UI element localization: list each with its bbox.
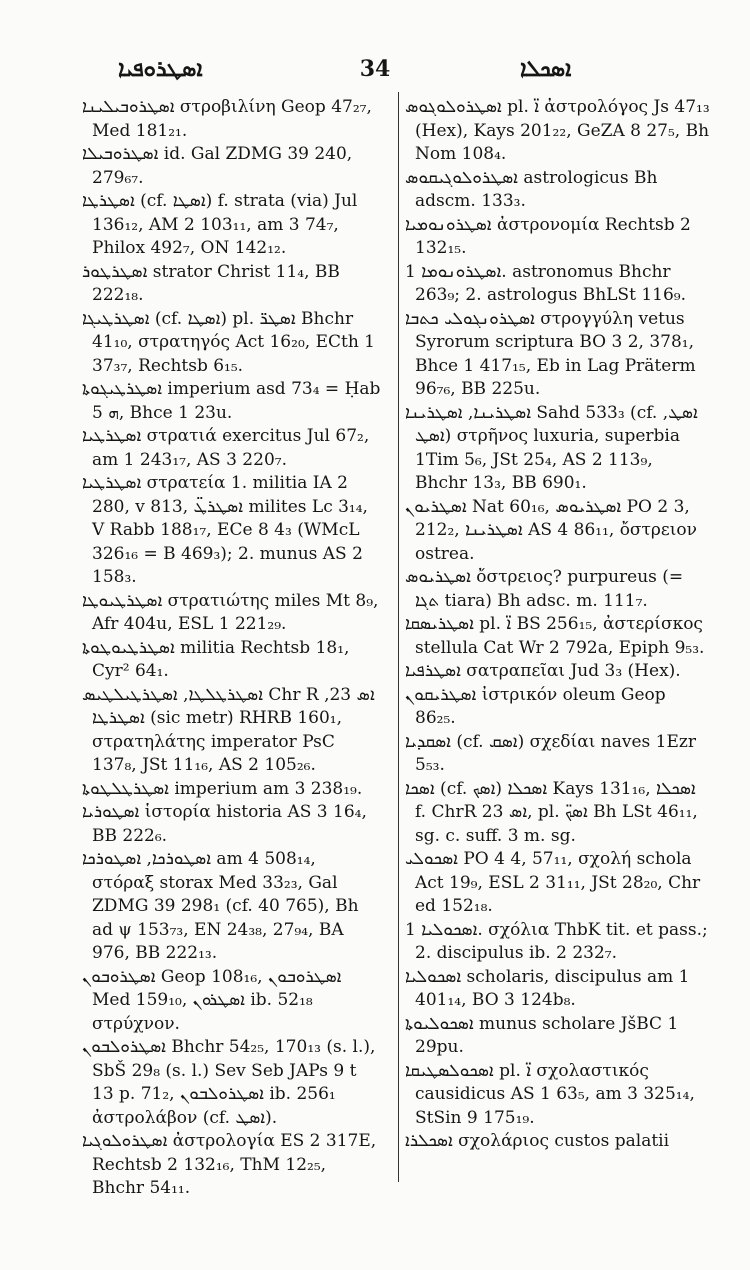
dictionary-entry: ܐܣܛܪܘܠܘܓܘܣ pl. ܐ̈ ἀστρολόγος Js 47₁₃ (Hex), Kays 201₂₂, GeZA 8 27₅, Bh Nom 108₄.	[405, 97, 710, 164]
dictionary-entry: ܐܣܛܪܘܢܓܘܠܝ ܟܬܒܐ στρογγύλη vetus Syrorum scriptura BO 3 2, 378₁, Bhce 1 417₁₅, Eb in Lag Präterm 96₇₆, BB 225u.	[405, 308, 696, 399]
running-head-right: ܐܣܟܠܐ	[520, 56, 572, 82]
running-head-left: ܐܣܛܪܘܦܝܐ	[118, 56, 203, 82]
dictionary-entry: ܐܣܛܪܝܘܢ Nat 60₁₆, ܐܣܛܪܝܘܣ PO 2 3, 212₂, ܐܣܛܪܝܢܐ AS 4 86₁₁, ὄστρειον ostrea.	[405, 496, 697, 564]
dictionary-entry: ܐܣܛܪܦܝܐ σατραπεῖαι Jud 3₃ (Hex).	[405, 661, 681, 681]
dictionary-entry: ܐܣܛܪܘܠܒܘܢ Bhchr 54₂₅, 170₁₃ (s. l.), SbŠ 29₈ (s. l.) Sev Seb JAPs 9 t 13 p. 71₂, ܐܣܛܪܘܠܒܘܢ ib. 256₁ ἀστρολάβον (cf. ܐܣܛ).	[82, 1037, 376, 1128]
dictionary-entry: ܐܣܛܪܛܐ (cf. ܐܣܛܐ) f. strata (via) Jul 136₁₂, AM 2 103₁₁, am 3 74₇, Philox 492₇, ON 142₁₂.	[82, 191, 358, 258]
dictionary-entry: ܐܣܛܪܘܒܘܢ Geop 108₁₆, ܐܣܛܪܘܒܘܢ Med 159₁₀, ܐܣܛܪܘܢ ib. 52₁₈ στρύχνον.	[82, 966, 342, 1034]
dictionary-entry: ܐܣܛܪܛܝܓܐ (cf. ܐܣܛܐ) pl. ܐܣܛܪ̈ Bhchr 41₁₀, στρατηγός Act 16₂₀, ECth 1 37₃₇, Rechtsb 6₁₅.	[82, 308, 375, 376]
dictionary-entry: ܐܣܛܪܝܢܐ, ܐܣܛܪܝܢܐ Sahd 533₃ (cf. ܐܣܛ, ܐܣܛ) στρῆνος luxuria, superbia 1Tim 5₆, JSt 25₄, AS 2 113₉, Bhchr 13₃, BB 690₁.	[405, 402, 698, 493]
dictionary-entry: ܐܣܛܪܛܠܛܐ, ܐܣܛܪܛܝܠܛܝܣ Chr R ܐܣ 23, ܐܣܛܪܛܐ (sic metr) RHRB 160₁, στρατηλάτης imperator PsC 137₈, JSt 11₁₆, AS 2 105₂₆.	[82, 684, 375, 775]
dictionary-entry: ܐܣܟܘܠܝܐ scholaris, discipulus am 1 401₁₄, BO 3 124b₈.	[405, 966, 690, 1010]
dictionary-entry: ܐܣܟܘܠܝܘܬܐ munus scholare JšBC 1 29pu.	[405, 1013, 679, 1057]
dictionary-entry: ܐܣܛܪܛܝܓܘܬܐ imperium asd 73₄ = Ḥab ܗ 5, Bhce 1 23u.	[82, 379, 381, 423]
dictionary-entry: ܐܣܩܕܝܐ (cf. ܐܣܩ) σχεδίαι naves 1Ezr 5₅₃.	[405, 731, 696, 775]
dictionary-entry: ܐܣܛܪܘܢܘܡܝܐ ἀστρονομία Rechtsb 2 132₁₅.	[405, 214, 691, 258]
dictionary-entry: ܐܣܛܪܛܘܪ strator Christ 11₄, BB 222₁₈.	[82, 261, 340, 305]
dictionary-entry: ܐܣܛܪܛܝܐ στρατιά exercitus Jul 67₂, am 1 243₁₇, AS 3 220₇.	[82, 426, 370, 470]
dictionary-entry: ܐܣܛܪܘܢܘܡܐ 1. astronomus Bhchr 263₉; 2. astrologus BhLSt 116₉.	[405, 261, 686, 305]
dictionary-entry: ܐܣܛܪܛܝܘܛܐ στρατιώτης miles Mt 8₉, Afr 404u, ESL 1 221₂₉.	[82, 590, 379, 634]
dictionary-entry: ܐܣܟܐ (cf. ܐܣܟ) ܐܣܟܠܐ Kays 131₁₆, ܐܣܟܠܐ f. ChrR ܐܣ 23, pl. ܐܣܟ̈ Bh LSt 46₁₁, sg. c. suff. 3 m. sg.	[405, 778, 698, 846]
dictionary-entry: ܐܣܟܘܠܝܐ 1. σχόλια ThbK tit. et pass.; 2. discipulus ib. 2 232₇.	[405, 919, 708, 963]
dictionary-entry: ܐܣܛܪܘܒܝܠܐ id. Gal ZDMG 39 240, 279₆₇.	[82, 144, 353, 188]
dictionary-entry: ܐܣܛܪܘܠܘܓܝܩܘܣ astrologicus Bh adscm. 133₃.	[405, 167, 658, 211]
left-column	[82, 96, 382, 1201]
column-divider	[398, 92, 399, 1182]
dictionary-entry: ܐܣܛܘܪܝܐ ἱστορία historia AS 3 16₄, BB 222₆.	[82, 802, 367, 846]
dictionary-entry: ܐܣܛܪܘܒܝܠܝܢܐ στροβιλίνη Geop 47₂₇, Med 181₂₁.	[82, 97, 372, 141]
dictionary-entry: ܐܣܛܪܛܝܐ στρατεία 1. militia IA 2 280, v 813, ܐܣܛܪܛ̈ milites Lc 3₁₄, V Rabb 188₁₇, ECe 8 4₃ (WMcL 326₁₆ = B 469₃); 2. munus AS 2 158₃.	[82, 473, 368, 587]
dictionary-entry: ܐܣܟܘܠܝ PO 4 4, 57₁₁, σχολή schola Act 19₉, ESL 2 31₁₁, JSt 28₂₀, Chr ed 152₁₈.	[405, 849, 701, 916]
page-number: 34	[359, 56, 391, 82]
dictionary-entry: ܐܣܛܪܝܣܩܐ pl. ܐ̈ BS 256₁₅, ἀστερίσκος stellula Cat Wr 2 792a, Epiph 9₅₃.	[405, 614, 705, 658]
dictionary-entry: ܐܣܟܠܪܐ σχολάριος custos palatii	[405, 1131, 670, 1151]
dictionary-entry: ܐܣܛܪܛܠܛܘܬܐ imperium am 3 238₁₉.	[82, 778, 363, 799]
dictionary-entry: ܐܣܛܪܝܘܣ ὄστρειος? purpureus (= ܬܓܐ tiara) Bh adsc. m. 111₇.	[405, 567, 684, 611]
dictionary-entry: ܐܣܛܘܪܟܐ, ܐܣܛܘܪܟܐ am 4 508₁₄, στόραξ storax Med 33₂₃, Gal ZDMG 39 298₁ (cf. 40 765), Bh ad ψ 153₇₃, EN 24₃₈, 27₉₄, BA 976, BB 222₁₃.	[82, 849, 359, 963]
dictionary-entry: ܐܣܟܘܠܣܛܝܩܐ pl. ܐ̈ σχολαστικός causidicus AS 1 63₅, am 3 325₁₄, StSin 9 175₁₉.	[405, 1060, 695, 1128]
dictionary-entry: ܐܣܛܪܝܩܘܢ ἰστρικόν oleum Geop 86₂₅.	[405, 684, 666, 728]
dictionary-entry: ܐܣܛܪܛܝܘܛܘܬܐ militia Rechtsb 18₁, Cyr² 64₁.	[82, 637, 350, 681]
right-column	[405, 96, 710, 1154]
dictionary-entry: ܐܣܛܪܘܠܘܓܝܐ ἀστρολογία ES 2 317E, Rechtsb 2 132₁₆, ThM 12₂₅, Bhchr 54₁₁.	[82, 1131, 377, 1198]
